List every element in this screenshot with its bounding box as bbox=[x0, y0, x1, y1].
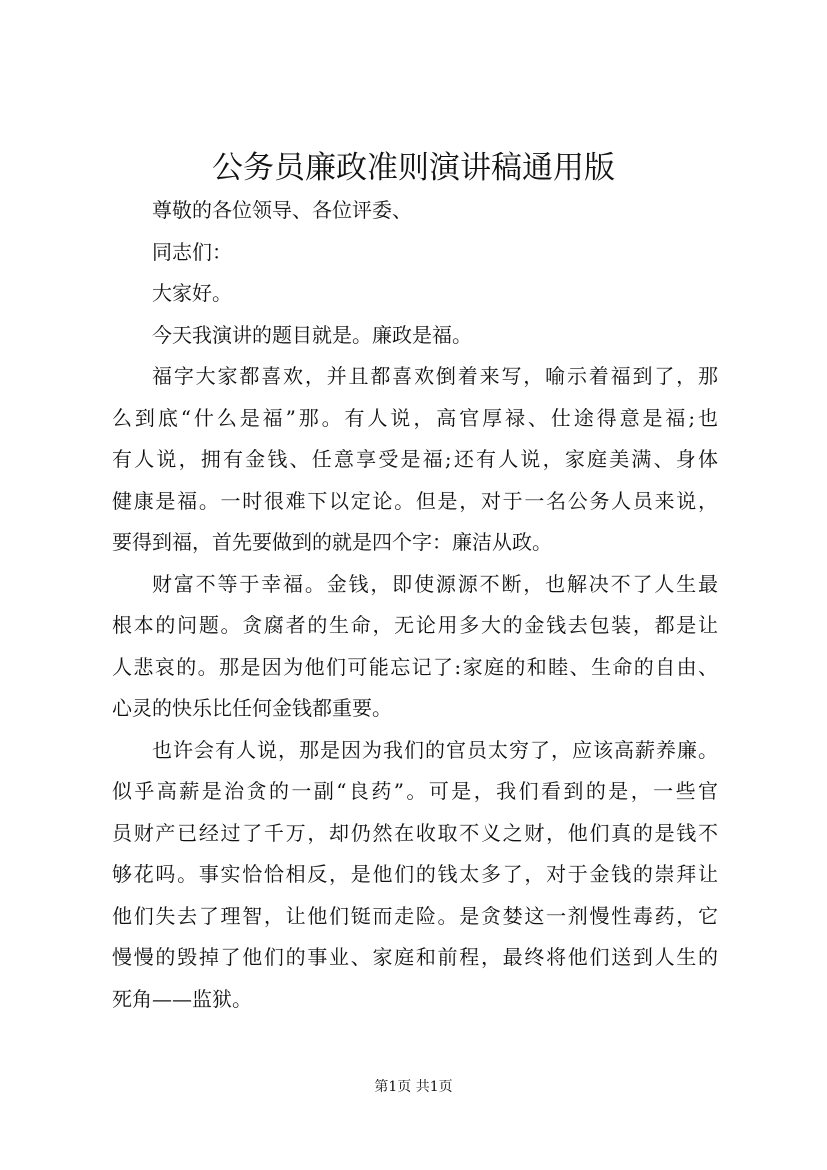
text-line: 同志们： bbox=[152, 239, 232, 264]
text-line: 今天我演讲的题目就是。廉政是福。 bbox=[152, 322, 472, 347]
text-line: 健康是福。一时很难下以定论。但是，对于一名公务人员来说， bbox=[112, 488, 718, 513]
text-line: 似乎高薪是治贪的一副“良药”。可是，我们看到的是，一些官 bbox=[112, 779, 718, 803]
text-line: 福字大家都喜欢，并且都喜欢倒着来写，喻示着福到了，那 bbox=[152, 364, 718, 388]
text-line: 大家好。 bbox=[152, 281, 232, 305]
text-line: 心灵的快乐比任何金钱都重要。 bbox=[112, 696, 392, 720]
text-line: 他们失去了理智，让他们铤而走险。是贪婪这一剂慢性毒药，它 bbox=[112, 903, 718, 928]
text-line: 尊敬的各位领导、各位评委、 bbox=[152, 198, 412, 222]
document-body bbox=[112, 190, 718, 1020]
text-line: 人悲哀的。那是因为他们可能忘记了:家庭的和睦、生命的自由、 bbox=[112, 654, 718, 679]
text-line: 有人说，拥有金钱、任意享受是福;还有人说，家庭美满、身体 bbox=[112, 447, 718, 471]
page-number: 第1页 共1页 bbox=[374, 1079, 453, 1095]
text-line: 也许会有人说，那是因为我们的官员太穷了，应该高薪养廉。 bbox=[152, 737, 718, 762]
text-line: 么到底“什么是福”那。有人说，高官厚禄、仕途得意是福;也 bbox=[112, 405, 718, 430]
text-line: 根本的问题。贪腐者的生命，无论用多大的金钱去包装，都是让 bbox=[112, 613, 718, 637]
text-line: 财富不等于幸福。金钱，即使源源不断，也解决不了人生最 bbox=[152, 571, 718, 596]
text-line: 够花吗。事实恰恰相反，是他们的钱太多了，对于金钱的崇拜让 bbox=[112, 862, 718, 886]
text-line: 死角——监狱。 bbox=[112, 986, 252, 1011]
text-line: 慢慢的毁掉了他们的事业、家庭和前程，最终将他们送到人生的 bbox=[112, 945, 718, 969]
text-line: 要得到福，首先要做到的就是四个字：廉洁从政。 bbox=[112, 530, 552, 554]
document-title: 公务员廉政准则演讲稿通用版 bbox=[212, 150, 615, 186]
text-line: 员财产已经过了千万，却仍然在收取不义之财，他们真的是钱不 bbox=[112, 820, 718, 845]
